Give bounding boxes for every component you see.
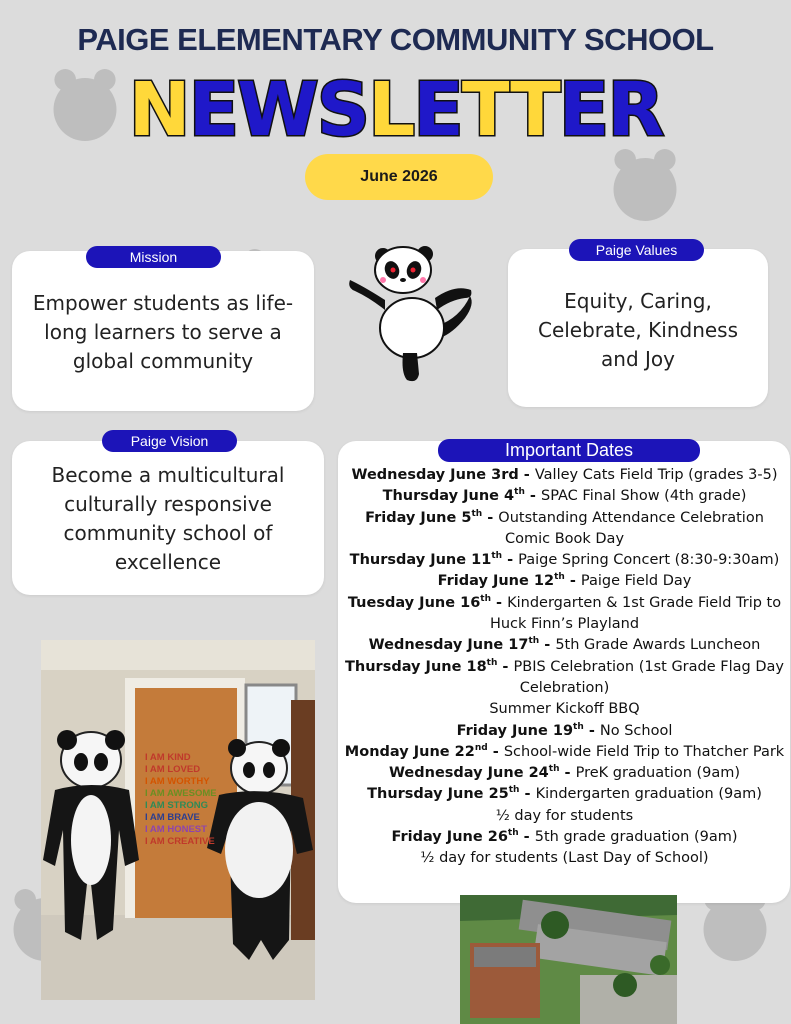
date-day: Friday June 5 xyxy=(365,509,472,526)
date-separator: - xyxy=(564,573,581,590)
date-suffix: th xyxy=(554,572,565,583)
date-item xyxy=(338,657,791,678)
title-letter: W xyxy=(237,67,317,153)
door-affirmation: I AM BRAVE xyxy=(145,812,200,823)
date-suffix: th xyxy=(528,636,540,647)
date-suffix: th xyxy=(514,487,525,498)
date-suffix: th xyxy=(508,785,520,796)
door-affirmation: I AM STRONG xyxy=(145,800,208,811)
date-day: Friday June 12 xyxy=(437,573,555,590)
date-day: Thursday June 18 xyxy=(345,658,487,675)
date-separator: - xyxy=(497,658,514,675)
date-item xyxy=(338,721,791,742)
date-day: Wednesday June 17 xyxy=(368,637,529,654)
date-suffix: th xyxy=(480,593,491,604)
date-event: PreK graduation (9am) xyxy=(575,765,741,782)
date-item xyxy=(338,806,791,827)
date-suffix: th xyxy=(491,551,503,562)
date-event: Paige Spring Concert (8:30-9:30am) xyxy=(518,552,780,569)
newsletter-title xyxy=(0,68,791,152)
door-affirmation: I AM CREATIVE xyxy=(145,836,215,847)
aerial-school-illustration xyxy=(460,895,677,1024)
date-item xyxy=(338,678,791,699)
date-item xyxy=(338,593,791,614)
date-day: Thursday June 25 xyxy=(367,786,509,803)
date-item xyxy=(338,614,791,635)
date-event: 5th Grade Awards Luncheon xyxy=(555,637,761,654)
title-letter: N xyxy=(128,67,189,153)
door-affirmation: I AM AWESOME xyxy=(145,788,217,799)
values-card xyxy=(508,249,768,407)
mission-card xyxy=(12,251,314,411)
background-panda-icon xyxy=(600,140,690,230)
date-event: Summer Kickoff BBQ xyxy=(489,701,640,718)
date-item xyxy=(338,529,791,550)
date-item xyxy=(338,508,791,529)
date-day: Monday June 22 xyxy=(344,743,475,760)
vision-card xyxy=(12,441,324,595)
door-affirmation: I AM KIND xyxy=(145,752,191,763)
date-separator: - xyxy=(524,488,541,505)
date-event: PBIS Celebration (1st Grade Flag Day xyxy=(513,658,784,675)
date-event: Huck Finn’s Playland xyxy=(489,616,640,633)
date-suffix: th xyxy=(471,508,483,519)
date-event: Kindergarten graduation (9am) xyxy=(535,786,762,803)
date-suffix: nd xyxy=(474,743,488,754)
date-item xyxy=(338,742,791,763)
date-day: Wednesday June 24 xyxy=(388,765,549,782)
title-letter: E xyxy=(188,67,238,153)
vision-text: Become a multicultural culturally responsive community school of excellence xyxy=(51,463,285,574)
values-tag: Paige Values xyxy=(569,239,704,261)
date-day: Wednesday June 3rd xyxy=(351,467,519,483)
mascots-photo xyxy=(41,640,315,1000)
date-item xyxy=(338,550,791,571)
title-letter: R xyxy=(607,67,663,153)
date-item xyxy=(338,763,791,784)
date-event: SPAC Final Show (4th grade) xyxy=(541,488,747,505)
title-letter: T xyxy=(461,67,511,153)
date-item xyxy=(338,784,791,805)
title-letter: S xyxy=(316,67,369,153)
date-suffix: th xyxy=(548,764,560,775)
date-day: Thursday June 11 xyxy=(349,552,492,569)
date-separator: - xyxy=(518,467,535,483)
date-item xyxy=(338,827,791,848)
date-separator: - xyxy=(539,637,556,654)
title-letter: E xyxy=(558,67,608,153)
door-affirmation: I AM WORTHY xyxy=(145,776,210,787)
date-suffix: th xyxy=(486,657,498,668)
date-separator: - xyxy=(583,722,600,739)
date-event: 5th grade graduation (9am) xyxy=(534,829,738,846)
date-separator: - xyxy=(482,509,499,526)
door-affirmation: I AM LOVED xyxy=(145,764,201,775)
date-separator: - xyxy=(487,743,504,760)
date-day: Tuesday June 16 xyxy=(347,594,481,611)
title-letter: L xyxy=(368,67,414,153)
date-item xyxy=(338,486,791,507)
date-event: ½ day for students (Last Day of School) xyxy=(420,850,709,867)
date-separator: - xyxy=(502,552,519,569)
date-event: ½ day for students xyxy=(495,807,634,824)
date-item xyxy=(338,465,791,486)
date-event: Kindergarten & 1st Grade Field Trip to xyxy=(507,594,782,611)
door-affirmation: I AM HONEST xyxy=(145,824,207,835)
date-suffix: th xyxy=(507,828,519,839)
date-event: Paige Field Day xyxy=(580,573,692,590)
date-item xyxy=(338,699,791,720)
date-event: Comic Book Day xyxy=(504,530,625,547)
school-name: PAIGE ELEMENTARY COMMUNITY SCHOOL xyxy=(77,22,714,57)
mission-text: Empower students as life-long learners to serve a global community xyxy=(32,291,294,373)
date-event: Valley Cats Field Trip (grades 3-5) xyxy=(534,467,778,483)
date-event: Outstanding Attendance Celebration xyxy=(498,509,764,526)
important-dates-tag: Important Dates xyxy=(438,439,700,462)
date-event: Celebration) xyxy=(519,679,610,696)
date-separator: - xyxy=(559,765,576,782)
panda-mascot-icon xyxy=(345,238,475,383)
issue-date-pill: June 2026 xyxy=(305,154,493,200)
date-item xyxy=(338,571,791,592)
title-letter: T xyxy=(510,67,559,153)
date-separator: - xyxy=(519,786,536,803)
date-item xyxy=(338,635,791,656)
date-event: School-wide Field Trip to Thatcher Park xyxy=(503,743,785,760)
date-separator: - xyxy=(518,829,535,846)
date-day: Friday June 19 xyxy=(456,722,574,739)
aerial-school-photo xyxy=(460,895,677,1024)
important-dates-list xyxy=(338,465,791,870)
date-event: No School xyxy=(599,722,673,739)
door-affirmations xyxy=(145,752,217,848)
values-text: Equity, Caring, Celebrate, Kindness and Joy xyxy=(537,289,739,371)
date-day: Thursday June 4 xyxy=(382,488,515,505)
date-separator: - xyxy=(491,594,508,611)
date-item xyxy=(338,848,791,869)
title-letter: E xyxy=(413,67,462,153)
date-suffix: th xyxy=(573,721,584,732)
vision-tag: Paige Vision xyxy=(102,430,237,452)
mission-tag: Mission xyxy=(86,246,221,268)
date-day: Friday June 26 xyxy=(391,829,508,846)
